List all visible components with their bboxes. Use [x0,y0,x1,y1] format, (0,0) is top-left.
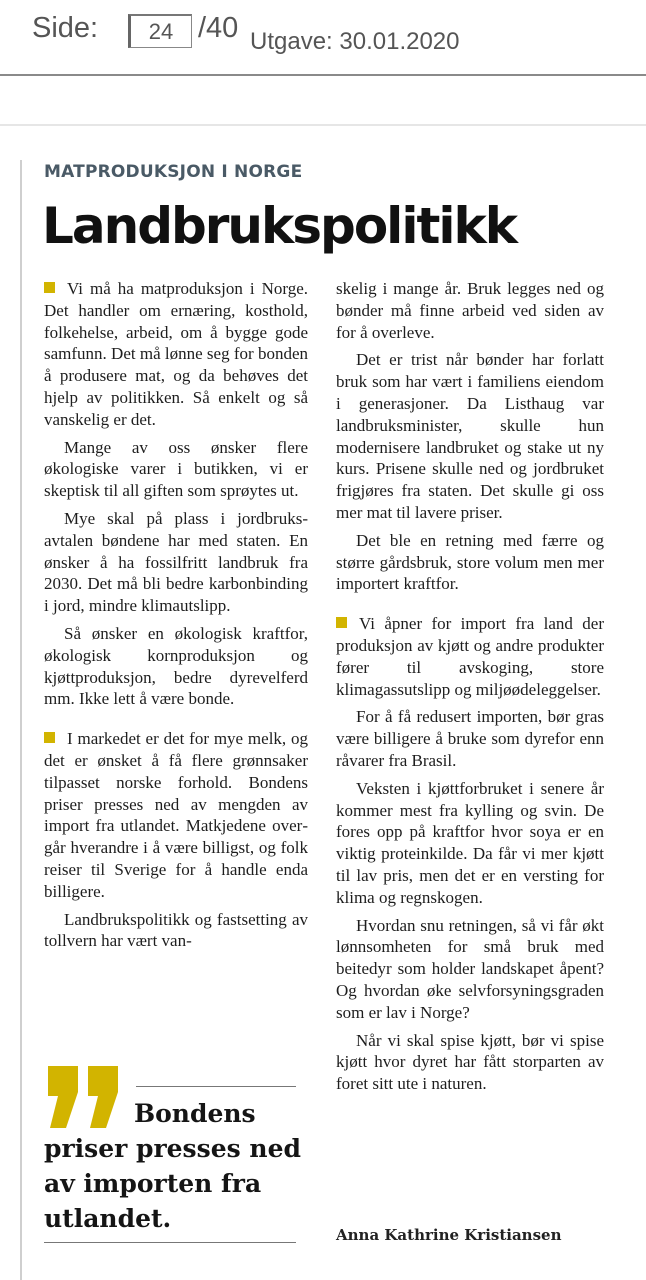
article-paragraph: Hvordan snu retningen, så vi får økt lønnsomheten for små bruk med beitedyr som holder landskapet åpent? Og hvordan øke selvforsyningsgraden som er lav i Norge? [336,915,604,1022]
article-paragraph [336,613,604,700]
pull-quote [44,1096,314,1236]
yellow-square-icon [44,732,55,743]
yellow-square-icon [44,282,55,293]
article-paragraph: Når vi skal spise kjøtt, bør vi spise kjøtt hvor dyret har fått storparten av foret sitt ute i naturen. [336,1030,604,1094]
edition-date: Utgave: 30.01.2020 [250,28,460,55]
article-paragraph: Mye skal på plass i jordbruksavtalen bøndene har med staten. En ønsker å ha fossilfritt landbruk fra 2030. Det må bli bedre karbonbinding i jord, mindre klimautslipp. [44,508,308,616]
article-paragraph [44,278,308,431]
paragraph-text: Vi må ha matproduksjon i Norge. Det handler om ernæring, kosthold, folkehelse, arbeid, om å bygge gode samfunn. Det må lønne seg for bonden å produsere mat, og da behøves det hjelp av politikken. Så enkelt og så vanskelig er det. [44,279,308,429]
article-byline: Anna Kathrine Kristiansen [336,1226,562,1244]
pull-quote-rule [136,1086,296,1087]
article-paragraph: Så ønsker en økologisk kraftfor, økologisk kornproduksjon og kjøttproduksjon, bedre dyrevelferd mm. Ikke lett å være bonde. [44,623,308,709]
pull-quote-rule [44,1242,296,1243]
article-right-column [336,278,604,1101]
article-headline: Landbrukspolitikk [42,197,517,255]
article-paragraph: Det ble en retning med færre og større gårdsbruk, store volum men mer importert kraftfor. [336,530,604,594]
page-label: Side: [32,12,99,44]
clipping-top-edge [0,124,646,126]
article-paragraph: Veksten i kjøttforbruket i senere år kommer mest fra kylling og svin. De fores opp på kraftfor hvor soya er en viktig proteinkilde. Da får vi mer kjøtt til lav pris, men det er en versting for klima og regnskogen. [336,778,604,907]
clipping-left-rule [20,160,22,1280]
pull-quote-line: Bondens [134,1099,256,1128]
article-paragraph: Landbrukspolitikk og fastsetting av tollvern har vært van- [44,909,308,951]
paragraph-text: Vi åpner for import fra land der produksjon av kjøtt og andre produkter fører til avskoging, store klimagassutslipp og miljøødeleggelser. [336,614,604,699]
article-paragraph: Det er trist når bønder har forlatt bruk som har vært i familiens eiendom i generasjoner. Da Listhaug var landbruksminister, skulle hun modernisere landbruket og stake ut ny kurs. Prisene skulle ned og jordbruket frigjøres fra staten. Det skulle gi oss mer mat til lavere priser. [336,350,604,522]
article-paragraph: skelig i mange år. Bruk legges ned og bønder må finne arbeid ved siden av for å overleve. [336,279,604,342]
pull-quote-line: utlandet. [44,1204,172,1233]
page-number-input[interactable] [128,14,192,48]
article-paragraph: For å få redusert importen, bør gras være billigere å bruke som dyrefor enn råvarer fra Brasil. [336,707,604,770]
paragraph-text: I markedet er det for mye melk, og det er ønsket å få flere grønnsaker tilpasset norske forhold. Bondens priser presses ned av mengden av import fra utlandet. Matkjedene overgår hverandre i å være billigst, og folk reiser til Sverige for å handle enda billigere. [44,729,308,901]
pull-quote-line: priser presses ned [44,1134,301,1163]
pull-quote-line: av importen fra [44,1169,262,1198]
page-total: /40 [198,12,239,44]
article-paragraph: Mange av oss ønsker flere økologiske varer i butikken, vi er skeptisk til all giften som sprøytes ut. [44,437,308,501]
viewer-toolbar [0,0,646,76]
article-left-column [44,278,308,958]
article-paragraph [44,728,308,902]
yellow-square-icon [336,617,347,628]
article-kicker: MATPRODUKSJON I NORGE [44,162,303,182]
